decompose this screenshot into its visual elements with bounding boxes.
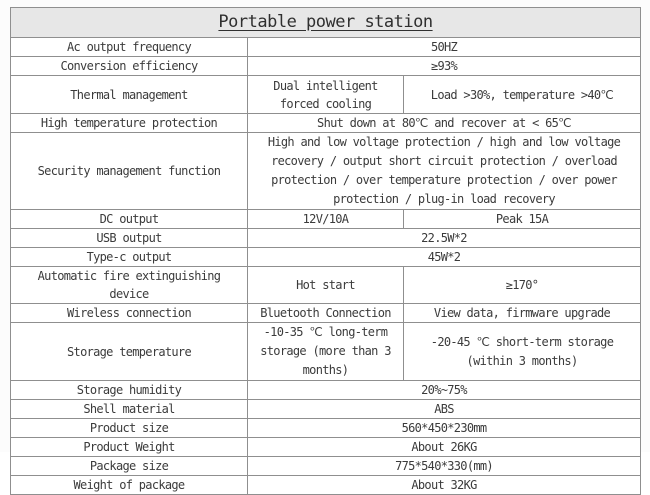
spec-value-right: -20-45 ℃ short-term storage (within 3 months) <box>404 323 641 381</box>
spec-label: Type-c output <box>11 248 248 267</box>
spec-value-left: -10-35 ℃ long-term storage (more than 3 months) <box>248 323 404 381</box>
title-cell <box>11 8 641 38</box>
spec-value: 50HZ <box>248 38 641 57</box>
page-title: Portable power station <box>218 12 433 32</box>
spec-value-left: Bluetooth Connection <box>248 304 404 323</box>
spec-row-conversion-efficiency <box>11 57 641 76</box>
spec-row-wireless-connection <box>11 304 641 323</box>
spec-value-right: View data, firmware upgrade <box>404 304 641 323</box>
spec-row-dc-output <box>11 210 641 229</box>
spec-value: 20%~75% <box>248 381 641 400</box>
spec-value: About 26KG <box>248 438 641 457</box>
spec-row-storage-temperature <box>11 323 641 381</box>
spec-label: Wireless connection <box>11 304 248 323</box>
spec-row-automatic-fire-extinguishing-device <box>11 267 641 304</box>
spec-label: Security management function <box>11 133 248 210</box>
spec-value: 775*540*330(mm) <box>248 457 641 476</box>
spec-label: DC output <box>11 210 248 229</box>
spec-row-product-weight <box>11 438 641 457</box>
spec-label: Storage temperature <box>11 323 248 381</box>
spec-row-thermal-management <box>11 76 641 114</box>
spec-value: 45W*2 <box>248 248 641 267</box>
spec-table <box>10 7 641 495</box>
spec-value: High and low voltage protection / high and low voltage recovery / output short circuit protection / overload protection / over temperature protection / over power protection / plug-in load recovery <box>248 133 641 210</box>
spec-value-left: 12V/10A <box>248 210 404 229</box>
spec-row-package-size <box>11 457 641 476</box>
spec-value: ≥93% <box>248 57 641 76</box>
spec-row-ac-output-frequency <box>11 38 641 57</box>
spec-row-type-c-output <box>11 248 641 267</box>
spec-label: USB output <box>11 229 248 248</box>
spec-label: Package size <box>11 457 248 476</box>
spec-value: Shut down at 80℃ and recover at < 65℃ <box>248 114 641 133</box>
spec-value: 560*450*230mm <box>248 419 641 438</box>
spec-value-right: Load >30%, temperature >40℃ <box>404 76 641 114</box>
spec-label: Ac output frequency <box>11 38 248 57</box>
spec-label: Product Weight <box>11 438 248 457</box>
title-row <box>11 8 641 38</box>
spec-row-usb-output <box>11 229 641 248</box>
spec-value-left: Dual intelligent forced cooling <box>248 76 404 114</box>
spec-value: 22.5W*2 <box>248 229 641 248</box>
spec-value-right: ≥170° <box>404 267 641 304</box>
spec-value-right: Peak 15A <box>404 210 641 229</box>
spec-label: Weight of package <box>11 476 248 495</box>
spec-row-shell-material <box>11 400 641 419</box>
spec-row-security-management-function <box>11 133 641 210</box>
spec-label: Thermal management <box>11 76 248 114</box>
spec-label: Automatic fire extinguishing device <box>11 267 248 304</box>
spec-label: Shell material <box>11 400 248 419</box>
spec-value: ABS <box>248 400 641 419</box>
spec-value: About 32KG <box>248 476 641 495</box>
spec-row-weight-of-package <box>11 476 641 495</box>
spec-row-product-size <box>11 419 641 438</box>
spec-label: High temperature protection <box>11 114 248 133</box>
spec-row-high-temperature-protection <box>11 114 641 133</box>
spec-value-left: Hot start <box>248 267 404 304</box>
spec-label: Product size <box>11 419 248 438</box>
spec-row-storage-humidity <box>11 381 641 400</box>
spec-label: Conversion efficiency <box>11 57 248 76</box>
spec-label: Storage humidity <box>11 381 248 400</box>
